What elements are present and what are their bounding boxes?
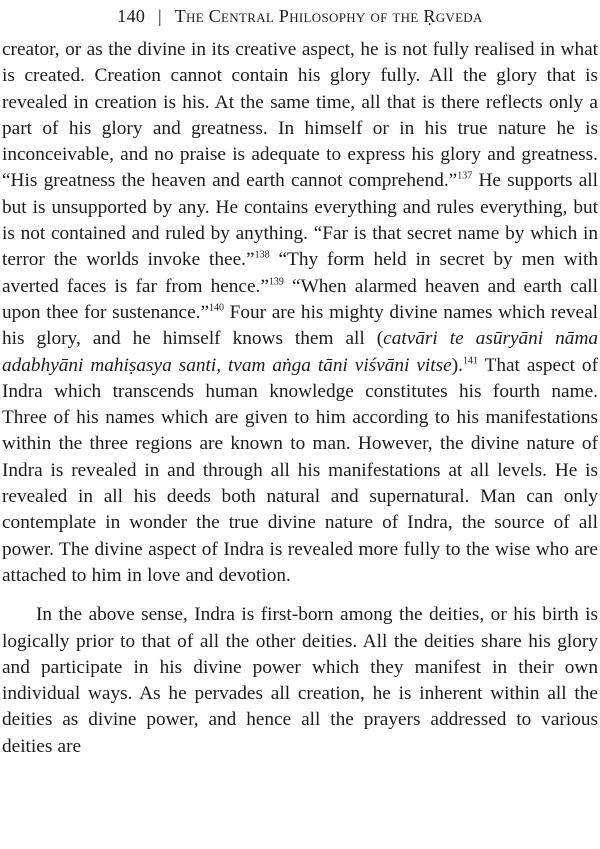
footnote-ref-140: 140 (209, 302, 225, 314)
text-segment: That aspect of Indra which transcends human knowledge constitutes his fourth name. Three of his names which are given to him according to his manifestations within the three regions are known to man. However, the divine nature of Indra is revealed in and through all his manifestations at all levels. He is revealed in all his deeds both natural and supernatural. Man can only contemplate in wonder the true divine nature of Indra, the source of all power. The divine aspect of Indra is revealed more fully to the wise who are attached to him in love and devotion. (2, 354, 598, 586)
footnote-ref-138: 138 (254, 249, 270, 261)
page-number: 140 (117, 6, 146, 26)
text-segment: Four are his mighty divine names which reveal his glory, and he himself knows them all ( (2, 301, 598, 350)
sanskrit-quotation: catvāri te asūryāni nāma adabhyāni mahiṣasya santi, tvam aṅga tāni viśvāni vitse (2, 328, 599, 376)
page-body (2, 37, 598, 760)
text-segment: “When alarmed heaven and earth call upon thee for sustenance.” (2, 275, 598, 323)
text-segment: ). (451, 354, 463, 376)
text-segment: He supports all but is unsupported by any. He contains everything and rules everything, but is not contained and ruled by anything. “Far is that secret name by which in terror the worlds invoke thee.” (2, 170, 599, 271)
running-header (0, 3, 600, 29)
paragraph-2: In the above sense, Indra is first-born among the deities, or his birth is logically prior to that of all the other deities. All the deities share his glory and participate in his divine power which they manifest in their own individual ways. As he pervades all creation, he is inherent within all the deities as divine power, and hence all the prayers addressed to various deities are (2, 604, 598, 757)
text-segment: creator, or as the divine in its creative aspect, he is not fully realised in what is created. Creation cannot contain his glory fully. All the glory that is revealed in creation is his. At the same time, all that is there reflects only a part of his glory and greatness. In himself or in his true nature he is inconceivable, and no praise is adequate to express his glory and greatness. “His greatness the heaven and earth cannot comprehend.” (2, 39, 598, 192)
paragraph-1 (2, 37, 598, 589)
header-separator: | (158, 6, 162, 26)
footnote-ref-139: 139 (268, 276, 284, 288)
book-title: The Central Philosophy of the Ṛgveda (174, 6, 483, 26)
footnote-ref-141: 141 (462, 355, 478, 367)
footnote-ref-137: 137 (457, 171, 473, 183)
text-segment: “Thy form held in secret by men with averted faces is far from hence.” (2, 249, 599, 297)
